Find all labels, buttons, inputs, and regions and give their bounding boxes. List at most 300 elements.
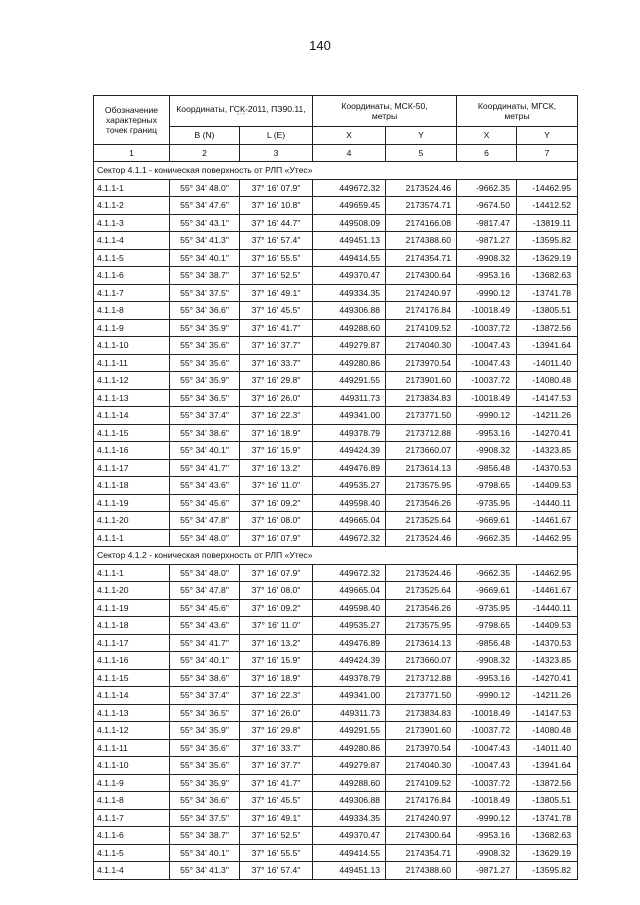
latitude-b: 55° 34' 41.7" — [170, 634, 240, 652]
msk-y: 2173771.50 — [386, 407, 457, 425]
mgsk-y: -13682.63 — [517, 267, 578, 285]
msk-x: 449370.47 — [313, 827, 386, 845]
latitude-b: 55° 34' 47.6" — [170, 197, 240, 215]
longitude-l: 37° 16' 49.1" — [240, 284, 313, 302]
table-row — [94, 617, 578, 635]
mgsk-x: -10018.49 — [457, 704, 517, 722]
mgsk-y: -14370.53 — [517, 459, 578, 477]
table-row — [94, 284, 578, 302]
mgsk-x: -9953.16 — [457, 669, 517, 687]
latitude-b: 55° 34' 40.1" — [170, 442, 240, 460]
mgsk-y: -13629.19 — [517, 844, 578, 862]
point-id: 4.1.1-8 — [94, 302, 170, 320]
msk-y: 2173525.64 — [386, 582, 457, 600]
table-row — [94, 179, 578, 197]
msk-x: 449424.39 — [313, 442, 386, 460]
table-row — [94, 337, 578, 355]
mgsk-x: -9798.65 — [457, 617, 517, 635]
point-id: 4.1.1-11 — [94, 354, 170, 372]
point-id: 4.1.1-18 — [94, 617, 170, 635]
sector-header-row — [94, 547, 578, 565]
latitude-b: 55° 34' 38.7" — [170, 267, 240, 285]
msk-y: 2173574.71 — [386, 197, 457, 215]
msk-x: 449291.55 — [313, 722, 386, 740]
table-row — [94, 214, 578, 232]
msk-y: 2174109.52 — [386, 774, 457, 792]
msk-x: 449280.86 — [313, 739, 386, 757]
longitude-l: 37° 16' 57.4" — [240, 862, 313, 880]
msk-y: 2173970.54 — [386, 739, 457, 757]
table-row — [94, 827, 578, 845]
longitude-l: 37° 16' 13.2" — [240, 634, 313, 652]
longitude-l: 37° 16' 08.0" — [240, 512, 313, 530]
msk-x: 449665.04 — [313, 512, 386, 530]
longitude-l: 37° 16' 22.3" — [240, 407, 313, 425]
table-row — [94, 442, 578, 460]
mgsk-x: -9856.48 — [457, 634, 517, 652]
mgsk-y: -14011.40 — [517, 739, 578, 757]
msk-y: 2173524.46 — [386, 179, 457, 197]
msk-x: 449334.35 — [313, 809, 386, 827]
sector-header-row — [94, 162, 578, 180]
msk-x: 449414.55 — [313, 844, 386, 862]
msk-x: 449280.86 — [313, 354, 386, 372]
mgsk-y: -13872.56 — [517, 774, 578, 792]
msk-x: 449311.73 — [313, 389, 386, 407]
point-id: 4.1.1-10 — [94, 757, 170, 775]
mgsk-y: -14370.53 — [517, 634, 578, 652]
msk-x: 449306.88 — [313, 302, 386, 320]
longitude-l: 37° 16' 33.7" — [240, 354, 313, 372]
header-point-designation: Обозначение характерных точек границ — [94, 96, 170, 145]
mgsk-x: -9908.32 — [457, 249, 517, 267]
latitude-b: 55° 34' 35.6" — [170, 354, 240, 372]
table-row — [94, 704, 578, 722]
msk-x: 449508.09 — [313, 214, 386, 232]
mgsk-x: -9990.12 — [457, 809, 517, 827]
mgsk-x: -9871.27 — [457, 232, 517, 250]
mgsk-x: -9953.16 — [457, 267, 517, 285]
msk-y: 2173525.64 — [386, 512, 457, 530]
table-row — [94, 319, 578, 337]
latitude-b: 55° 34' 35.6" — [170, 739, 240, 757]
mgsk-x: -9735.95 — [457, 599, 517, 617]
mgsk-y: -14462.95 — [517, 529, 578, 547]
mgsk-y: -14323.85 — [517, 652, 578, 670]
table-row — [94, 634, 578, 652]
page-number: 140 — [309, 38, 331, 53]
latitude-b: 55° 34' 43.6" — [170, 617, 240, 635]
longitude-l: 37° 16' 52.5" — [240, 827, 313, 845]
mgsk-x: -9953.16 — [457, 424, 517, 442]
msk-y: 2174166.08 — [386, 214, 457, 232]
latitude-b: 55° 34' 40.1" — [170, 844, 240, 862]
latitude-b: 55° 34' 35.9" — [170, 372, 240, 390]
point-id: 4.1.1-17 — [94, 459, 170, 477]
latitude-b: 55° 34' 36.5" — [170, 389, 240, 407]
mgsk-y: -14011.40 — [517, 354, 578, 372]
msk-x: 449672.32 — [313, 529, 386, 547]
mgsk-y: -13805.51 — [517, 302, 578, 320]
point-id: 4.1.1-8 — [94, 792, 170, 810]
msk-x: 449334.35 — [313, 284, 386, 302]
point-id: 4.1.1-5 — [94, 249, 170, 267]
latitude-b: 55° 34' 43.6" — [170, 477, 240, 495]
mgsk-x: -10037.72 — [457, 372, 517, 390]
latitude-b: 55° 34' 40.1" — [170, 249, 240, 267]
latitude-b: 55° 34' 45.6" — [170, 599, 240, 617]
point-id: 4.1.1-14 — [94, 407, 170, 425]
table-row — [94, 739, 578, 757]
latitude-b: 55° 34' 48.0" — [170, 529, 240, 547]
point-id: 4.1.1-2 — [94, 197, 170, 215]
longitude-l: 37° 16' 10.8" — [240, 197, 313, 215]
longitude-l: 37° 16' 57.4" — [240, 232, 313, 250]
mgsk-y: -13629.19 — [517, 249, 578, 267]
table-row — [94, 652, 578, 670]
mgsk-y: -13941.64 — [517, 757, 578, 775]
msk-y: 2174388.60 — [386, 862, 457, 880]
msk-y: 2173712.88 — [386, 669, 457, 687]
latitude-b: 55° 34' 47.8" — [170, 512, 240, 530]
latitude-b: 55° 34' 41.7" — [170, 459, 240, 477]
longitude-l: 37° 16' 09.2" — [240, 599, 313, 617]
table-row — [94, 477, 578, 495]
longitude-l: 37° 16' 52.5" — [240, 267, 313, 285]
latitude-b: 55° 34' 48.0" — [170, 179, 240, 197]
table-row — [94, 232, 578, 250]
mgsk-x: -9735.95 — [457, 494, 517, 512]
mgsk-x: -9990.12 — [457, 687, 517, 705]
point-id: 4.1.1-7 — [94, 284, 170, 302]
msk-y: 2174300.64 — [386, 827, 457, 845]
column-number: 7 — [517, 144, 578, 162]
latitude-b: 55° 34' 35.9" — [170, 722, 240, 740]
mgsk-y: -14440.11 — [517, 599, 578, 617]
column-number: 4 — [313, 144, 386, 162]
longitude-l: 37° 16' 37.7" — [240, 337, 313, 355]
msk-y: 2173970.54 — [386, 354, 457, 372]
msk-x: 449476.89 — [313, 634, 386, 652]
latitude-b: 55° 34' 35.9" — [170, 774, 240, 792]
table-row — [94, 372, 578, 390]
latitude-b: 55° 34' 45.6" — [170, 494, 240, 512]
msk-y: 2173660.07 — [386, 652, 457, 670]
table-row — [94, 722, 578, 740]
mgsk-y: -13872.56 — [517, 319, 578, 337]
latitude-b: 55° 34' 35.6" — [170, 757, 240, 775]
msk-x: 449598.40 — [313, 599, 386, 617]
point-id: 4.1.1-20 — [94, 512, 170, 530]
latitude-b: 55° 34' 48.0" — [170, 564, 240, 582]
longitude-l: 37° 16' 29.8" — [240, 372, 313, 390]
column-number: 5 — [386, 144, 457, 162]
mgsk-y: -14440.11 — [517, 494, 578, 512]
mgsk-y: -14270.41 — [517, 424, 578, 442]
mgsk-y: -13819.11 — [517, 214, 578, 232]
msk-x: 449672.32 — [313, 564, 386, 582]
mgsk-x: -9908.32 — [457, 652, 517, 670]
table-row — [94, 564, 578, 582]
table-row — [94, 424, 578, 442]
column-number-row — [94, 144, 578, 162]
msk-y: 2173575.95 — [386, 477, 457, 495]
column-number: 6 — [457, 144, 517, 162]
column-number: 3 — [240, 144, 313, 162]
msk-x: 449311.73 — [313, 704, 386, 722]
msk-y: 2173834.83 — [386, 389, 457, 407]
mgsk-x: -10018.49 — [457, 792, 517, 810]
mgsk-x: -9871.27 — [457, 862, 517, 880]
point-id: 4.1.1-13 — [94, 704, 170, 722]
longitude-l: 37° 16' 11.0" — [240, 477, 313, 495]
header-y-msk: Y — [386, 127, 457, 145]
msk-y: 2174040.30 — [386, 337, 457, 355]
mgsk-x: -10047.43 — [457, 337, 517, 355]
mgsk-y: -14461.67 — [517, 582, 578, 600]
table-row — [94, 459, 578, 477]
point-id: 4.1.1-9 — [94, 774, 170, 792]
msk-y: 2174240.97 — [386, 809, 457, 827]
longitude-l: 37° 16' 55.5" — [240, 249, 313, 267]
longitude-l: 37° 16' 13.2" — [240, 459, 313, 477]
column-number: 1 — [94, 144, 170, 162]
point-id: 4.1.1-16 — [94, 442, 170, 460]
mgsk-x: -10018.49 — [457, 302, 517, 320]
point-id: 4.1.1-9 — [94, 319, 170, 337]
mgsk-x: -9662.35 — [457, 179, 517, 197]
msk-y: 2173834.83 — [386, 704, 457, 722]
table-row — [94, 774, 578, 792]
mgsk-y: -13805.51 — [517, 792, 578, 810]
mgsk-x: -10047.43 — [457, 354, 517, 372]
msk-x: 449535.27 — [313, 477, 386, 495]
table-row — [94, 599, 578, 617]
mgsk-y: -14462.95 — [517, 564, 578, 582]
point-id: 4.1.1-13 — [94, 389, 170, 407]
msk-y: 2173712.88 — [386, 424, 457, 442]
longitude-l: 37° 16' 18.9" — [240, 669, 313, 687]
point-id: 4.1.1-10 — [94, 337, 170, 355]
point-id: 4.1.1-1 — [94, 179, 170, 197]
mgsk-x: -9856.48 — [457, 459, 517, 477]
latitude-b: 55° 34' 37.5" — [170, 809, 240, 827]
longitude-l: 37° 16' 44.7" — [240, 214, 313, 232]
latitude-b: 55° 34' 41.3" — [170, 232, 240, 250]
point-id: 4.1.1-19 — [94, 494, 170, 512]
latitude-b: 55° 34' 47.8" — [170, 582, 240, 600]
point-id: 4.1.1-3 — [94, 214, 170, 232]
msk-x: 449370.47 — [313, 267, 386, 285]
point-id: 4.1.1-1 — [94, 564, 170, 582]
longitude-l: 37° 16' 15.9" — [240, 442, 313, 460]
longitude-l: 37° 16' 33.7" — [240, 739, 313, 757]
header-gsk-coordinates: Координаты, ГСК-2011, ПЗ90.11, ° ′ ″ — [170, 96, 313, 127]
point-id: 4.1.1-14 — [94, 687, 170, 705]
msk-x: 449535.27 — [313, 617, 386, 635]
msk-y: 2173901.60 — [386, 722, 457, 740]
table-row — [94, 389, 578, 407]
mgsk-y: -14409.53 — [517, 617, 578, 635]
table-row — [94, 757, 578, 775]
msk-y: 2173524.46 — [386, 564, 457, 582]
mgsk-y: -14409.53 — [517, 477, 578, 495]
mgsk-x: -9908.32 — [457, 442, 517, 460]
mgsk-x: -9990.12 — [457, 284, 517, 302]
point-id: 4.1.1-4 — [94, 232, 170, 250]
mgsk-x: -10037.72 — [457, 319, 517, 337]
point-id: 4.1.1-12 — [94, 372, 170, 390]
longitude-l: 37° 16' 22.3" — [240, 687, 313, 705]
mgsk-x: -10037.72 — [457, 722, 517, 740]
msk-x: 449659.45 — [313, 197, 386, 215]
mgsk-x: -9798.65 — [457, 477, 517, 495]
header-l: L (E) — [240, 127, 313, 145]
mgsk-x: -9908.32 — [457, 844, 517, 862]
mgsk-x: -9662.35 — [457, 529, 517, 547]
longitude-l: 37° 16' 26.0" — [240, 389, 313, 407]
msk-x: 449598.40 — [313, 494, 386, 512]
msk-y: 2174388.60 — [386, 232, 457, 250]
mgsk-y: -13682.63 — [517, 827, 578, 845]
longitude-l: 37° 16' 29.8" — [240, 722, 313, 740]
mgsk-y: -14412.52 — [517, 197, 578, 215]
mgsk-y: -14461.67 — [517, 512, 578, 530]
mgsk-y: -14211.26 — [517, 407, 578, 425]
header-msk-coordinates: Координаты, МСК-50, метры — [313, 96, 457, 127]
mgsk-y: -13741.78 — [517, 284, 578, 302]
msk-y: 2173771.50 — [386, 687, 457, 705]
msk-x: 449288.60 — [313, 319, 386, 337]
msk-y: 2174109.52 — [386, 319, 457, 337]
point-id: 4.1.1-15 — [94, 424, 170, 442]
msk-y: 2174240.97 — [386, 284, 457, 302]
longitude-l: 37° 16' 45.5" — [240, 792, 313, 810]
mgsk-y: -13595.82 — [517, 232, 578, 250]
sector-title: Сектор 4.1.2 - коническая поверхность от РЛП «Утес» — [94, 547, 578, 565]
mgsk-y: -14323.85 — [517, 442, 578, 460]
table-body — [94, 162, 578, 880]
point-id: 4.1.1-15 — [94, 669, 170, 687]
msk-x: 449665.04 — [313, 582, 386, 600]
table-row — [94, 844, 578, 862]
point-id: 4.1.1-17 — [94, 634, 170, 652]
mgsk-x: -10018.49 — [457, 389, 517, 407]
msk-x: 449341.00 — [313, 687, 386, 705]
table-row — [94, 407, 578, 425]
longitude-l: 37° 16' 26.0" — [240, 704, 313, 722]
msk-y: 2174300.64 — [386, 267, 457, 285]
latitude-b: 55° 34' 38.6" — [170, 669, 240, 687]
msk-y: 2173614.13 — [386, 459, 457, 477]
mgsk-x: -9953.16 — [457, 827, 517, 845]
header-y-mgsk: Y — [517, 127, 578, 145]
point-id: 4.1.1-16 — [94, 652, 170, 670]
table-row — [94, 302, 578, 320]
longitude-l: 37° 16' 07.9" — [240, 179, 313, 197]
longitude-l: 37° 16' 49.1" — [240, 809, 313, 827]
latitude-b: 55° 34' 35.9" — [170, 319, 240, 337]
sector-title: Сектор 4.1.1 - коническая поверхность от РЛП «Утес» — [94, 162, 578, 180]
msk-y: 2174176.84 — [386, 302, 457, 320]
mgsk-x: -10037.72 — [457, 774, 517, 792]
latitude-b: 55° 34' 37.4" — [170, 687, 240, 705]
msk-x: 449378.79 — [313, 424, 386, 442]
mgsk-y: -14080.48 — [517, 372, 578, 390]
mgsk-y: -13595.82 — [517, 862, 578, 880]
latitude-b: 55° 34' 41.3" — [170, 862, 240, 880]
msk-y: 2174176.84 — [386, 792, 457, 810]
msk-y: 2174040.30 — [386, 757, 457, 775]
mgsk-x: -9662.35 — [457, 564, 517, 582]
msk-x: 449279.87 — [313, 337, 386, 355]
msk-x: 449291.55 — [313, 372, 386, 390]
coordinates-table — [93, 95, 578, 880]
point-id: 4.1.1-18 — [94, 477, 170, 495]
msk-x: 449341.00 — [313, 407, 386, 425]
mgsk-x: -10047.43 — [457, 739, 517, 757]
table-row — [94, 809, 578, 827]
point-id: 4.1.1-6 — [94, 267, 170, 285]
latitude-b: 55° 34' 36.6" — [170, 302, 240, 320]
table-row — [94, 494, 578, 512]
column-number: 2 — [170, 144, 240, 162]
longitude-l: 37° 16' 08.0" — [240, 582, 313, 600]
table-row — [94, 529, 578, 547]
table-row — [94, 249, 578, 267]
mgsk-x: -9817.47 — [457, 214, 517, 232]
longitude-l: 37° 16' 45.5" — [240, 302, 313, 320]
longitude-l: 37° 16' 55.5" — [240, 844, 313, 862]
msk-y: 2173546.26 — [386, 599, 457, 617]
point-id: 4.1.1-11 — [94, 739, 170, 757]
msk-y: 2173575.95 — [386, 617, 457, 635]
table-row — [94, 354, 578, 372]
table-row — [94, 687, 578, 705]
msk-x: 449414.55 — [313, 249, 386, 267]
mgsk-y: -14147.53 — [517, 389, 578, 407]
latitude-b: 55° 34' 37.4" — [170, 407, 240, 425]
longitude-l: 37° 16' 41.7" — [240, 774, 313, 792]
mgsk-y: -14080.48 — [517, 722, 578, 740]
longitude-l: 37° 16' 18.9" — [240, 424, 313, 442]
point-id: 4.1.1-12 — [94, 722, 170, 740]
latitude-b: 55° 34' 38.7" — [170, 827, 240, 845]
longitude-l: 37° 16' 07.9" — [240, 564, 313, 582]
point-id: 4.1.1-7 — [94, 809, 170, 827]
table-row — [94, 792, 578, 810]
msk-y: 2173524.46 — [386, 529, 457, 547]
msk-x: 449378.79 — [313, 669, 386, 687]
msk-x: 449424.39 — [313, 652, 386, 670]
point-id: 4.1.1-1 — [94, 529, 170, 547]
msk-x: 449451.13 — [313, 232, 386, 250]
latitude-b: 55° 34' 43.1" — [170, 214, 240, 232]
mgsk-y: -14147.53 — [517, 704, 578, 722]
header-b: B (N) — [170, 127, 240, 145]
mgsk-x: -10047.43 — [457, 757, 517, 775]
msk-x: 449476.89 — [313, 459, 386, 477]
mgsk-x: -9669.61 — [457, 512, 517, 530]
msk-x: 449451.13 — [313, 862, 386, 880]
mgsk-y: -13741.78 — [517, 809, 578, 827]
msk-y: 2174354.71 — [386, 844, 457, 862]
msk-x: 449279.87 — [313, 757, 386, 775]
latitude-b: 55° 34' 36.6" — [170, 792, 240, 810]
header-mgsk-coordinates: Координаты, МГСК, метры — [457, 96, 578, 127]
mgsk-y: -14462.95 — [517, 179, 578, 197]
point-id: 4.1.1-4 — [94, 862, 170, 880]
